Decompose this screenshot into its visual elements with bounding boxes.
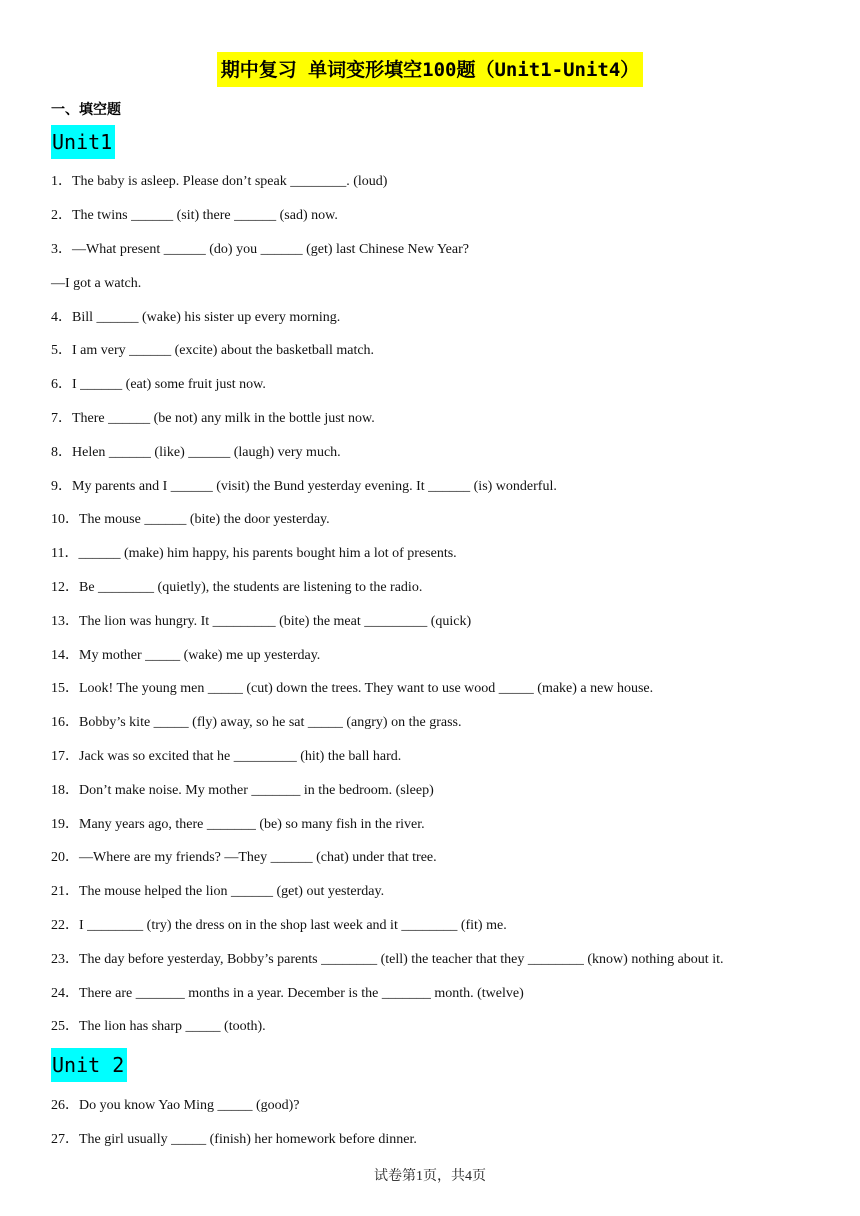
question-25: 25．The lion has sharp _____ (tooth). — [51, 1019, 266, 1034]
question-2: 2．The twins ______ (sit) there ______ (sad) now. — [51, 208, 338, 223]
question-18: 18．Don’t make noise. My mother _______ in the bedroom. (sleep) — [51, 783, 434, 798]
question-23: 23．The day before yesterday, Bobby’s parents ________ (tell) the teacher that they ________ (know) nothing about it. — [51, 952, 724, 967]
title-wrapper — [0, 52, 860, 87]
unit1-heading: Unit1 — [51, 125, 115, 159]
question-24: 24．There are _______ months in a year. December is the _______ month. (twelve) — [51, 986, 524, 1001]
question-27: 27．The girl usually _____ (finish) her homework before dinner. — [51, 1132, 417, 1147]
section-label: 一、填空题 — [51, 102, 121, 118]
question-20: 20．—Where are my friends? —They ______ (chat) under that tree. — [51, 850, 437, 865]
question-17: 17．Jack was so excited that he _________ (hit) the ball hard. — [51, 749, 402, 764]
question-3: 3．—What present ______ (do) you ______ (get) last Chinese New Year? — [51, 242, 469, 257]
question-10: 10．The mouse ______ (bite) the door yesterday. — [51, 512, 330, 527]
question-9: 9．My parents and I ______ (visit) the Bund yesterday evening. It ______ (is) wonderful. — [51, 479, 557, 494]
question-13: 13．The lion was hungry. It _________ (bite) the meat _________ (quick) — [51, 614, 472, 629]
question-5: 5．I am very ______ (excite) about the basketball match. — [51, 343, 375, 358]
question-11: 11．______ (make) him happy, his parents bought him a lot of presents. — [51, 546, 457, 561]
question-1: 1．The baby is asleep. Please don’t speak ________. (loud) — [51, 174, 388, 189]
question-14: 14．My mother _____ (wake) me up yesterday. — [51, 648, 321, 663]
question-12: 12．Be ________ (quietly), the students are listening to the radio. — [51, 580, 423, 595]
question-19: 19．Many years ago, there _______ (be) so many fish in the river. — [51, 817, 425, 832]
question-8: 8．Helen ______ (like) ______ (laugh) very much. — [51, 445, 341, 460]
question-22: 22．I ________ (try) the dress on in the shop last week and it ________ (fit) me. — [51, 918, 507, 933]
question-16: 16．Bobby’s kite _____ (fly) away, so he sat _____ (angry) on the grass. — [51, 715, 462, 730]
question-26: 26．Do you know Yao Ming _____ (good)? — [51, 1098, 300, 1113]
question-6: 6．I ______ (eat) some fruit just now. — [51, 377, 266, 392]
question-21: 21．The mouse helped the lion ______ (get) out yesterday. — [51, 884, 385, 899]
page-title: 期中复习 单词变形填空100题（Unit1-Unit4） — [217, 52, 644, 87]
question-3-answer: —I got a watch. — [51, 276, 142, 291]
unit2-heading: Unit 2 — [51, 1048, 127, 1082]
question-4: 4．Bill ______ (wake) his sister up every morning. — [51, 310, 341, 325]
page-footer: 试卷第1页，共4页 — [374, 1169, 486, 1184]
question-7: 7．There ______ (be not) any milk in the bottle just now. — [51, 411, 375, 426]
question-15: 15．Look! The young men _____ (cut) down the trees. They want to use wood _____ (make) a new house. — [51, 681, 654, 696]
